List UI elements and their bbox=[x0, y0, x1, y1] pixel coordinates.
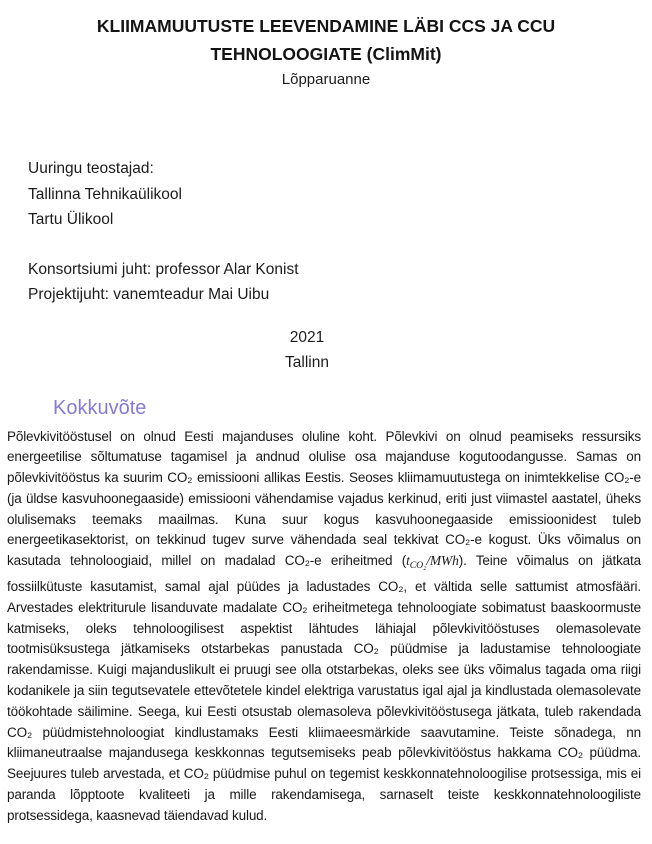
abstract-heading: Kokkuvõte bbox=[53, 396, 147, 419]
report-title: KLIIMAMUUTUSTE LEEVENDAMINE LÄBI CCS JA CCU TEHNOLOOGIATE (ClimMit) bbox=[96, 16, 556, 64]
performer-institution-1: Tallinna Tehnikaülikool bbox=[28, 185, 182, 203]
performers-block bbox=[28, 156, 652, 233]
formula-segment: t bbox=[406, 553, 410, 569]
publication-city: Tallinn bbox=[285, 353, 329, 371]
publication-year: 2021 bbox=[289, 328, 325, 346]
abstract-paragraph bbox=[7, 427, 641, 827]
leads-block bbox=[28, 257, 652, 308]
formula-segment: CO₂ bbox=[409, 560, 427, 572]
consortium-lead: Konsortsiumi juht: professor Alar Konist bbox=[28, 260, 299, 278]
performers-label: Uuringu teostajad: bbox=[28, 160, 154, 177]
report-subtitle: Lõpparuanne bbox=[281, 71, 371, 88]
performer-institution-2: Tartu Ülikool bbox=[28, 211, 114, 228]
formula-segment: /MWh bbox=[426, 553, 459, 569]
text-run: Põlevkivitööstusel on olnud Eesti majanduses oluline koht. Põlevkivi on olnud peamiseks ressursiks energeetilise sõltumatuse tagamisel ja andnud olulise osa majanduse kogutoodangusse. Samas on põlevkivitööstus ka suurim CO₂ emissiooni allikas Eestis. Seoses kliimamuutustega on inimtekkelise CO₂-e (ja üldse kasvuhoonegaaside) emissiooni vähendamise vajadus kerkinud, eriti just viimastel aastatel, üheks olulisemaks teemaks maailmas. Kuna suur kogus kasvuhoonegaaside emissioonidest tuleb energeetikasektorist, on tekkinud tugev surve vähendada seal tekkivat CO₂-e kogust. Üks võimalus on kasutada tehnoloogiaid, millel on madalad CO₂-e eriheitmed ( bbox=[7, 428, 641, 569]
project-lead: Projektijuht: vanemteadur Mai Uibu bbox=[28, 286, 270, 303]
text-run: ). Teine võimalus on jätkata fossiilkütuste kasutamist, samal ajal püüdes ja ladustades CO₂, et vältida selle sattumist atmosfääri. Arvestades elektriturule lisanduvate madalate CO₂ eriheitmetega tehnoloogiate sobimatust baaskoormuste katmiseks, oleks tehnoloogilisest aspektist lähtudes lähiajal põlevkivitööstuses olemasolevate tootmisüksustega jätkamiseks otstarbekas panustada CO₂ püüdmise ja ladustamise tehnoloogiate rakendamisse. Kuigi majanduslikult ei pruugi see olla otstarbekas, oleks see üks võimalus tagada oma riigi kodanikele ja siin tegutsevatele ettevõtetele kindel elektriga varustatus igal ajal ja kindlustada olemasolevate töökohtade säilimine. Seega, kui Eesti otsustab olemasoleva põlevkivitööstusega jätkata, tuleb rakendada CO₂ püüdmistehnoloogiat kindlustamaks Eesti kliimaeesmärkide saavutamine. Teiste sõnadega, nn kliimaneutraalse majandusega keskkonnas tegutsemiseks peab põlevkivitööstus hakkama CO₂ püüdma. Seejuures tuleb arvestada, et CO₂ püüdmise puhul on tegemist keskkonnatehnoloogilise protsessiga, mis ei paranda lõpptoote kvaliteeti ja mille rakendamisega, sarnaselt teiste keskkonnatehnoloogiliste protsessidega, kaasnevad täiendavad kulud. bbox=[7, 553, 641, 823]
